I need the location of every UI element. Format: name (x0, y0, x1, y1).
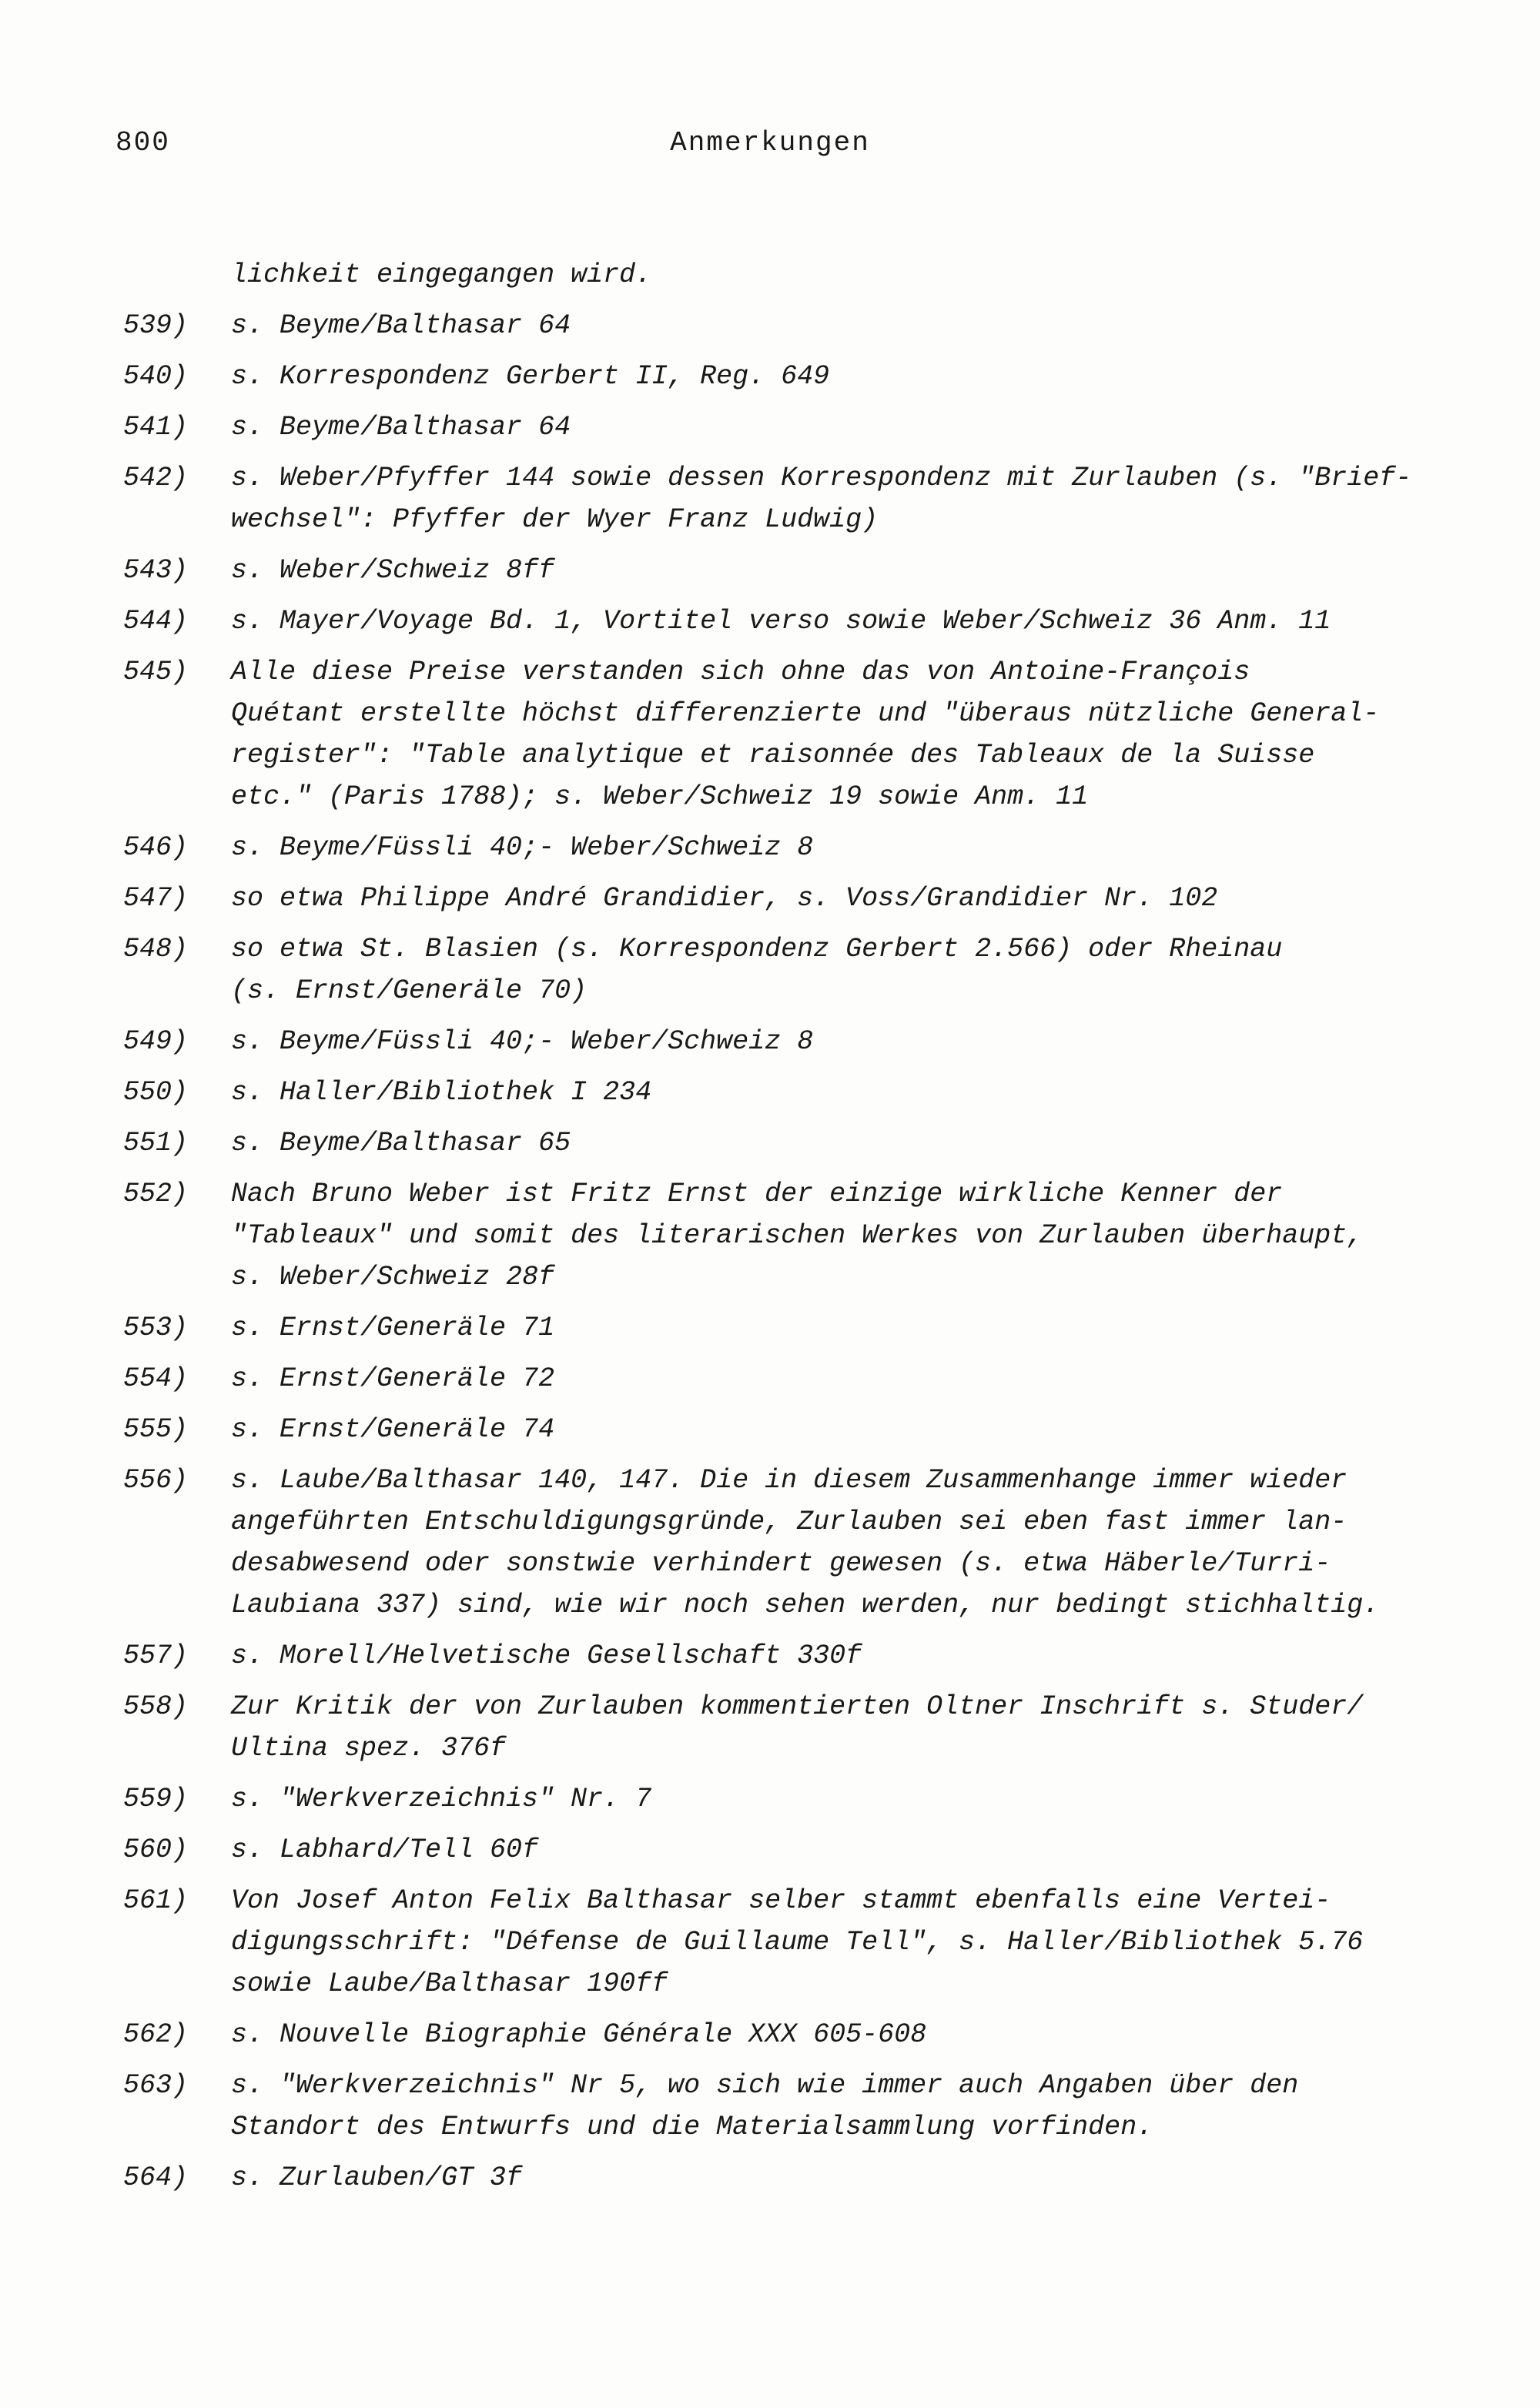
note-text: Zur Kritik der von Zurlauben kommentierten Oltner Inschrift s. Studer/ Ultina spez. 376f (231, 1691, 1364, 1764)
note-text: s. Haller/Bibliothek I 234 (231, 1077, 652, 1108)
note-text: s. Weber/Pfyffer 144 sowie dessen Korrespondenz mit Zurlauben (s. "Brief- wechsel": Pfyffer der Wyer Franz Ludwig) (231, 463, 1412, 535)
note-text: s. Ernst/Generäle 74 (231, 1414, 555, 1445)
note-text: s. Ernst/Generäle 71 (231, 1313, 555, 1343)
note-number: 540) (123, 361, 189, 392)
note-number: 560) (123, 1834, 189, 1865)
note-text: s. Beyme/Füssli 40;- Weber/Schweiz 8 (231, 832, 814, 863)
note-row (123, 550, 1494, 591)
page-number: 800 (116, 127, 170, 159)
note-number: 548) (123, 934, 189, 965)
note-number: 558) (123, 1691, 189, 1722)
note-text: s. Beyme/Balthasar 65 (231, 1128, 571, 1159)
note-number: 542) (123, 463, 189, 493)
note-row (123, 2157, 1494, 2199)
note-text: s. "Werkverzeichnis" Nr. 7 (231, 1784, 652, 1814)
note-number: 544) (123, 606, 189, 637)
note-number: 547) (123, 883, 189, 914)
note-row (123, 1460, 1494, 1626)
note-number: 546) (123, 832, 189, 863)
note-number: 551) (123, 1128, 189, 1159)
note-row (123, 406, 1494, 448)
note-row (123, 1122, 1494, 1164)
note-row (123, 2014, 1494, 2055)
note-number: 554) (123, 1363, 189, 1394)
note-row (123, 1409, 1494, 1450)
note-row (123, 651, 1494, 818)
note-number: 559) (123, 1784, 189, 1814)
note-text: Alle diese Preise verstanden sich ohne das von Antoine-François Quétant erstellte höchst differenzierte und "überaus nützliche General- register": "Table analytique et raisonnée des Tableaux de la Suisse etc." (Paris 1788); s. Weber/Schweiz 19 sowie Anm. 11 (231, 657, 1380, 812)
note-text: s. Korrespondenz Gerbert II, Reg. 649 (231, 361, 830, 392)
note-text: s. Laube/Balthasar 140, 147. Die in diesem Zusammenhange immer wieder angeführten Entschuldigungsgründe, Zurlauben sei eben fast immer lan- desabwesend oder sonstwie verhindert gewesen (s. etwa Häberle/Turri- Laubiana 337) sind, wie wir noch sehen werden, nur bedingt stichhaltig. (231, 1465, 1380, 1620)
note-row (123, 2065, 1494, 2148)
note-row (123, 1829, 1494, 1871)
note-number: 564) (123, 2162, 189, 2193)
note-text: s. Nouvelle Biographie Générale XXX 605-608 (231, 2019, 927, 2050)
note-number: 543) (123, 555, 189, 586)
note-text: s. Labhard/Tell 60f (231, 1834, 539, 1865)
note-number: 563) (123, 2070, 189, 2101)
note-row (123, 878, 1494, 919)
note-number: 562) (123, 2019, 189, 2050)
note-text: Nach Bruno Weber ist Fritz Ernst der einzige wirkliche Kenner der "Tableaux" und somit des literarischen Werkes von Zurlauben überhaupt, s. Weber/Schweiz 28f (231, 1179, 1364, 1293)
note-row (123, 305, 1494, 346)
note-text: s. Weber/Schweiz 8ff (231, 555, 555, 586)
note-number: 539) (123, 310, 189, 341)
note-row (123, 827, 1494, 868)
note-number: 550) (123, 1077, 189, 1108)
note-text: s. Mayer/Voyage Bd. 1, Vortitel verso sowie Weber/Schweiz 36 Anm. 11 (231, 606, 1331, 637)
note-number: 552) (123, 1179, 189, 1209)
note-row (123, 1880, 1494, 2005)
note-row (123, 928, 1494, 1012)
notes-list (123, 305, 1494, 2199)
note-row (123, 600, 1494, 642)
note-text: Von Josef Anton Felix Balthasar selber stammt ebenfalls eine Vertei- digungsschrift: "Défense de Guillaume Tell", s. Haller/Bibliothek 5.76 sowie Laube/Balthasar 190ff (231, 1885, 1364, 1999)
note-text: s. Morell/Helvetische Gesellschaft 330f (231, 1640, 862, 1671)
note-row (123, 1635, 1494, 1677)
note-text: s. Ernst/Generäle 72 (231, 1363, 555, 1394)
note-row (123, 1021, 1494, 1062)
note-number: 561) (123, 1885, 189, 1916)
note-row (123, 1173, 1494, 1298)
note-number: 553) (123, 1313, 189, 1343)
page-header-title: Anmerkungen (670, 127, 870, 159)
note-number: 549) (123, 1026, 189, 1057)
note-text: so etwa Philippe André Grandidier, s. Voss/Grandidier Nr. 102 (231, 883, 1218, 914)
note-row (123, 356, 1494, 397)
notes-content (123, 254, 1494, 2208)
note-text: s. Zurlauben/GT 3f (231, 2162, 523, 2193)
page-header-row (0, 127, 1540, 166)
note-row (123, 1686, 1494, 1769)
note-number: 556) (123, 1465, 189, 1496)
note-text: s. Beyme/Füssli 40;- Weber/Schweiz 8 (231, 1026, 814, 1057)
note-text: s. Beyme/Balthasar 64 (231, 310, 571, 341)
continuation-line: lichkeit eingegangen wird. (231, 259, 652, 290)
note-row (123, 1307, 1494, 1349)
note-number: 541) (123, 412, 189, 443)
note-row (123, 1778, 1494, 1820)
note-text: so etwa St. Blasien (s. Korrespondenz Gerbert 2.566) oder Rheinau (s. Ernst/Generäle 70) (231, 934, 1283, 1006)
note-row (123, 1358, 1494, 1400)
note-text: s. "Werkverzeichnis" Nr 5, wo sich wie immer auch Angaben über den Standort des Entwurfs und die Materialsammlung vorfinden. (231, 2070, 1299, 2142)
note-number: 545) (123, 657, 189, 687)
note-number: 555) (123, 1414, 189, 1445)
note-text: s. Beyme/Balthasar 64 (231, 412, 571, 443)
note-number: 557) (123, 1640, 189, 1671)
note-row (123, 1072, 1494, 1113)
note-row (123, 457, 1494, 540)
